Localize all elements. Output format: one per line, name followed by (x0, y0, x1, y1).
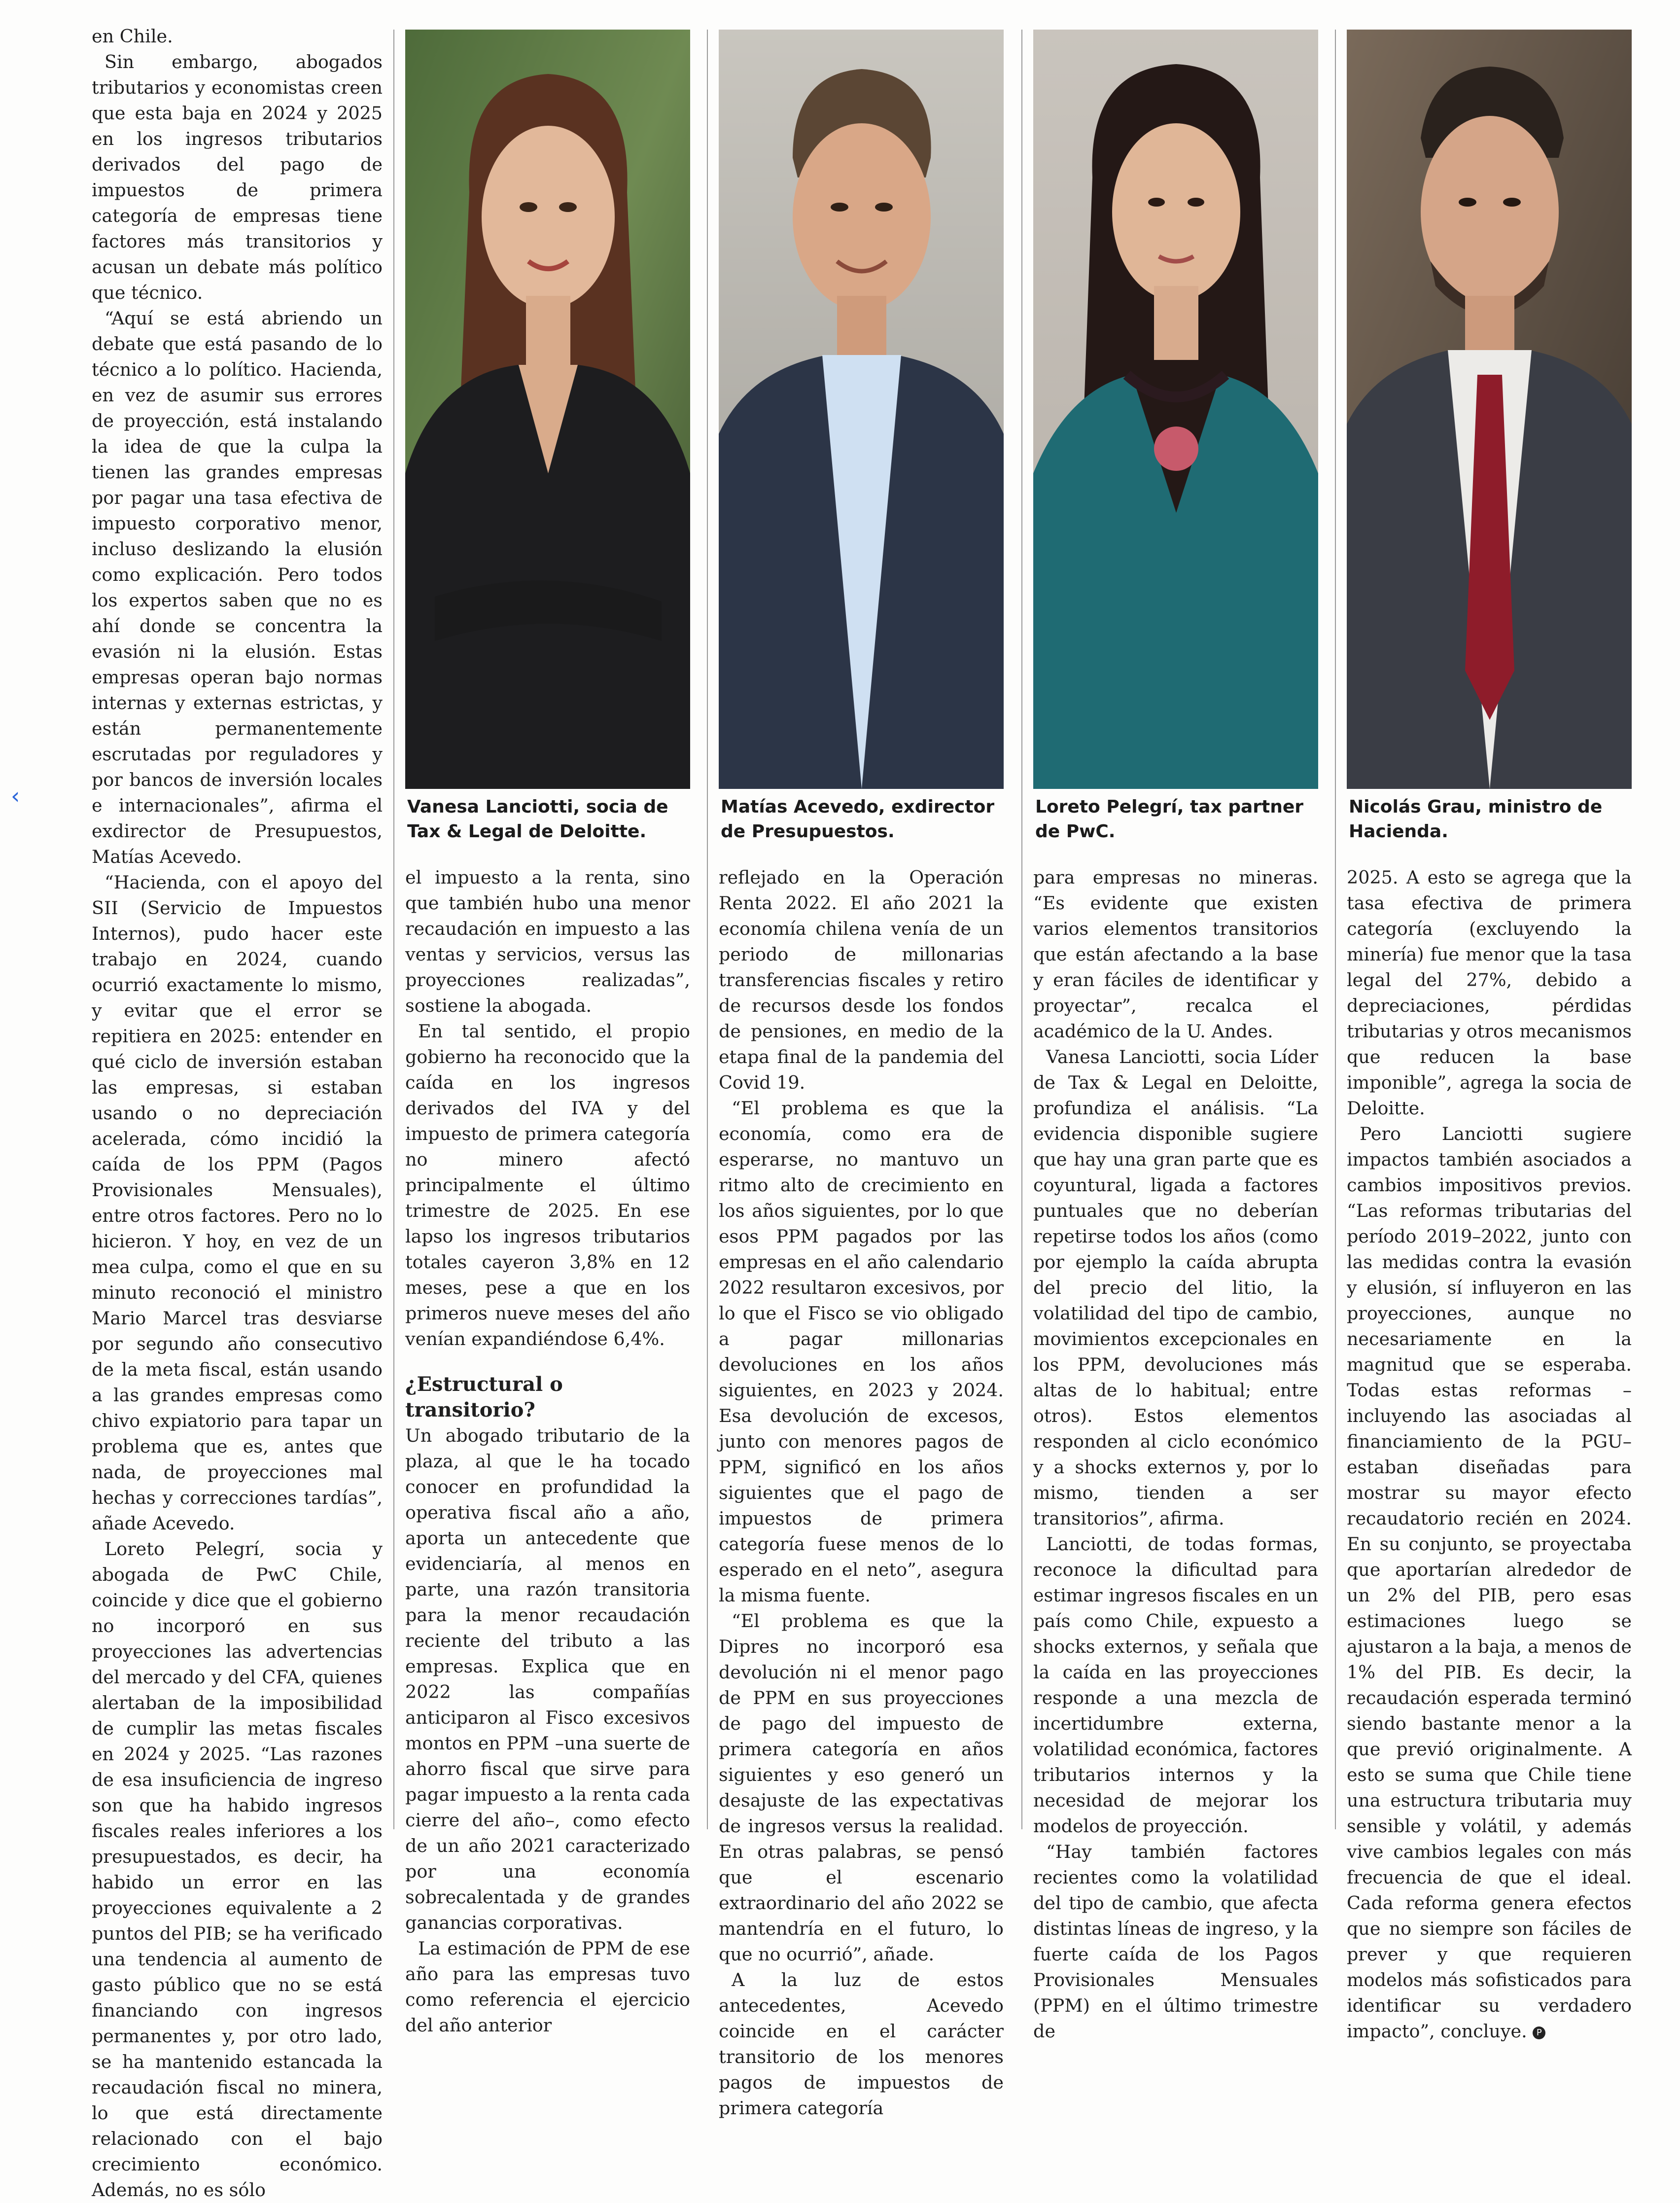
paragraph: En tal sentido, el propio gobierno ha reconocido que la caída en los ingresos derivados del IVA y del impuesto de primera categoría no minero afectó principalmente el último trimestre de 2025. En ese lapso los ingresos tributarios totales cayeron 3,8% en 12 meses, pese a que en los primeros nueve meses del año venían expandiéndose 6,4%. (405, 1021, 690, 1350)
paragraph: el impuesto a la renta, sino que también hubo una menor recaudación en impuesto a las ventas y servicios, versus las proyecciones realizadas”, sostiene la abogada. (405, 867, 690, 1016)
photo-vanesa-lanciotti (405, 30, 690, 789)
paragraph: “El problema es que la economía, como era de esperarse, no mantuvo un ritmo alto de crecimiento en los años siguientes, por lo que esos PPM pagados por las empresas en el año calendario 2022 resultaron excesivos, por lo que el Fisco se vio obligado a pagar millonarias devoluciones en los años siguientes, en 2023 y 2024. Esa devolución de excesos, junto con menores pagos de PPM, significó en los años siguientes que el pago de impuestos de primera categoría fuese menos de lo esperado en el neto”, asegura la misma fuente. (719, 1098, 1004, 1606)
article-column-2 (405, 865, 690, 2038)
paragraph: en Chile. (92, 26, 173, 47)
photo-caption: Nicolás Grau, ministro de Hacienda. (1349, 797, 1603, 842)
photo-caption: Matías Acevedo, exdirector de Presupuestos. (721, 797, 995, 842)
photo-caption: Loreto Pelegrí, tax partner de PwC. (1035, 797, 1304, 842)
paragraph: para empresas no mineras. “Es evidente que existen varios elementos transitorios que están afectando a la base y eran fáciles de identificar y proyectar”, recalca el académico de la U. Andes. (1033, 867, 1318, 1042)
paragraph: reflejado en la Operación Renta 2022. El año 2021 la economía chilena venía de un periodo de millonarias transferencias fiscales y retiro de recursos desde los fondos de pensiones, en medio de la etapa final de la pandemia del Covid 19. (719, 867, 1004, 1093)
paragraph: Vanesa Lanciotti, socia Líder de Tax & Legal en Deloitte, profundiza el análisis. “La evidencia disponible sugiere que hay una gran parte que es coyuntural, ligada a factores puntuales que no deberían repetirse todos los años (como por ejemplo la caída abrupta del precio del litio, la volatilidad del tipo de cambio, movimientos excepcionales en los PPM, devoluciones más altas de lo habitual; entre otros). Estos elementos responden al ciclo económico y a shocks externos y, por lo mismo, tienden a ser transitorios”, afirma. (1033, 1046, 1318, 1529)
article-column-1 (92, 24, 383, 2203)
article-column-3 (719, 865, 1004, 2121)
paragraph-text: Pero Lanciotti sugiere impactos también asociados a cambios impositivos previos. “Las reformas tributarias del período 2019–2022, junto con las medidas contra la evasión y elusión, sí influyeron en las proyecciones, aunque no necesariamente en la magnitud que se esperaba. Todas estas reformas –incluyendo las asociadas al financiamiento de la PGU– estaban diseñadas para mostrar su mayor efecto recaudatorio recién en 2024. En su conjunto, se proyectaba que aportarían alrededor de un 2% del PIB, pero esas estimaciones luego se ajustaron a la baja, a menos de 1% del PIB. Es decir, la recaudación esperada terminó siendo bastante menor a la que previó originalmente. A esto se suma que Chile tiene una estructura tributaria muy sensible y volátil, y además vive cambios legales con más frecuencia de que el ideal. Cada reforma genera efectos que no siempre son fáciles de prever y que requieren modelos más sofisticados para identificar su verdadero impacto”, concluye. (1347, 1123, 1632, 2042)
photo-nicolas-grau (1347, 30, 1632, 789)
photo-matias-acevedo (719, 30, 1004, 789)
column-rule (707, 30, 708, 1829)
paragraph: Sin embargo, abogados tributarios y economistas creen que esta baja en 2024 y 2025 en los ingresos tributarios derivados del pago de impuestos de primera categoría de empresas tiene factores más transitorios y acusan un debate más político que técnico. (92, 51, 383, 303)
paragraph: “Hay también factores recientes como la volatilidad del tipo de cambio, que afecta distintas líneas de ingreso, y la fuerte caída de los Pagos Provisionales Mensuales (PPM) en el último trimestre de (1033, 1841, 1318, 2042)
paragraph: “Aquí se está abriendo un debate que está pasando de lo técnico a lo político. Hacienda, en vez de asumir sus errores de proyección, está instalando la idea de que la culpa la tienen las grandes empresas por pagar una tasa efectiva de impuesto corporativo menor, incluso deslizando la elusión como explicación. Pero todos los expertos saben que no es ahí donde se concentra la evasión ni la elusión. Estas empresas operan bajo normas internas y externas estrictas, y están permanentemente escrutadas por reguladores y por bancos de inversión locales e internacionales”, afirma el exdirector de Presupuestos, Matías Acevedo. (92, 308, 383, 867)
paragraph: Loreto Pelegrí, socia y abogada de PwC Chile, coincide y dice que el gobierno no incorporó en sus proyecciones las advertencias del mercado y del CFA, quienes alertaban de la imposibilidad de cumplir las metas fiscales en 2024 y 2025. “Las razones de esa insuficiencia de ingreso son que ha habido ingresos fiscales reales inferiores a los presupuestados, es decir, ha habido un error en las proyecciones equivalente a 2 puntos del PIB; se ha verificado una tendencia al aumento de gasto público que no se está financiando con ingresos permanentes y, por otro lado, se ha mantenido estancada la recaudación fiscal no minera, lo que está directamente relacionado con el bajo crecimiento económico. Además, no es sólo (92, 1538, 383, 2201)
paragraph: 2025. A esto se agrega que la tasa efectiva de primera categoría (excluyendo la minería) fue menor que la tasa legal del 27%, debido a depreciaciones, pérdidas tributarias y otros mecanismos que reducen la base imponible”, agrega la socia de Deloitte. (1347, 867, 1632, 1119)
column-rule (393, 30, 394, 1829)
section-subheading: ¿Estructural o transitorio? (405, 1373, 563, 1421)
paragraph: “Hacienda, con el apoyo del SII (Servicio de Impuestos Internos), pudo hacer este trabajo en 2024, cuando ocurrió exactamente lo mismo, y evitar que el error se repitiera en 2025: entender en qué ciclo de inversión estaban las empresas, si estaban usando o no depreciación acelerada, cómo incidió la caída de los PPM (Pagos Provisionales Mensuales), entre otros factores. Pero no lo hicieron. Y hoy, en vez de un mea culpa, como el que en su minuto reconoció el ministro Mario Marcel tras desviarse por segundo año consecutivo de la meta fiscal, están usando a las grandes empresas como chivo expiatorio para tapar un problema que es, antes que nada, de proyecciones mal hechas y correcciones tardías”, añade Acevedo. (92, 872, 383, 1534)
paragraph: La estimación de PPM de ese año para las empresas tuvo como referencia el ejercicio del año anterior (405, 1938, 690, 2036)
article-column-5 (1347, 865, 1632, 2044)
paragraph (1347, 1121, 1632, 2044)
photo-loreto-pelegri (1033, 30, 1318, 789)
article-column-4 (1033, 865, 1318, 2044)
column-rule (1021, 30, 1022, 1829)
photo-caption: Vanesa Lanciotti, socia de Tax & Legal de Deloitte. (407, 797, 668, 842)
end-of-article-icon: P (1533, 2026, 1545, 2039)
chevron-left-icon[interactable]: ‹ (11, 782, 20, 809)
paragraph: Un abogado tributario de la plaza, al que le ha tocado conocer en profundidad la operativa fiscal año a año, aporta un antecedente que evidenciaría, al menos en parte, una razón transitoria para la menor recaudación reciente del tributo a las empresas. Explica que en 2022 las compañías anticiparon al Fisco excesivos montos en PPM –una suerte de ahorro fiscal que sirve para pagar impuesto a la renta cada cierre del año–, como efecto de un año 2021 caracterizado por una economía sobrecalentada y de grandes ganancias corporativas. (405, 1425, 690, 1933)
paragraph: “El problema es que la Dipres no incorporó esa devolución ni el menor pago de PPM en sus proyecciones de pago del impuesto de primera categoría en años siguientes y eso generó un desajuste de las expectativas de ingresos versus la realidad. En otras palabras, se pensó que el escenario extraordinario del año 2022 se mantendría en el futuro, lo que no ocurrió”, añade. (719, 1610, 1004, 1965)
paragraph: A la luz de estos antecedentes, Acevedo coincide en el carácter transitorio de los menores pagos de impuestos de primera categoría (719, 1969, 1004, 2119)
column-rule (1335, 30, 1336, 1829)
paragraph: Lanciotti, de todas formas, reconoce la dificultad para estimar ingresos fiscales en un país como Chile, expuesto a shocks externos, y señala que la caída en las proyecciones responde a una mezcla de incertidumbre externa, volatilidad económica, factores tributarios internos y la necesidad de mejorar los modelos de proyección. (1033, 1533, 1318, 1837)
